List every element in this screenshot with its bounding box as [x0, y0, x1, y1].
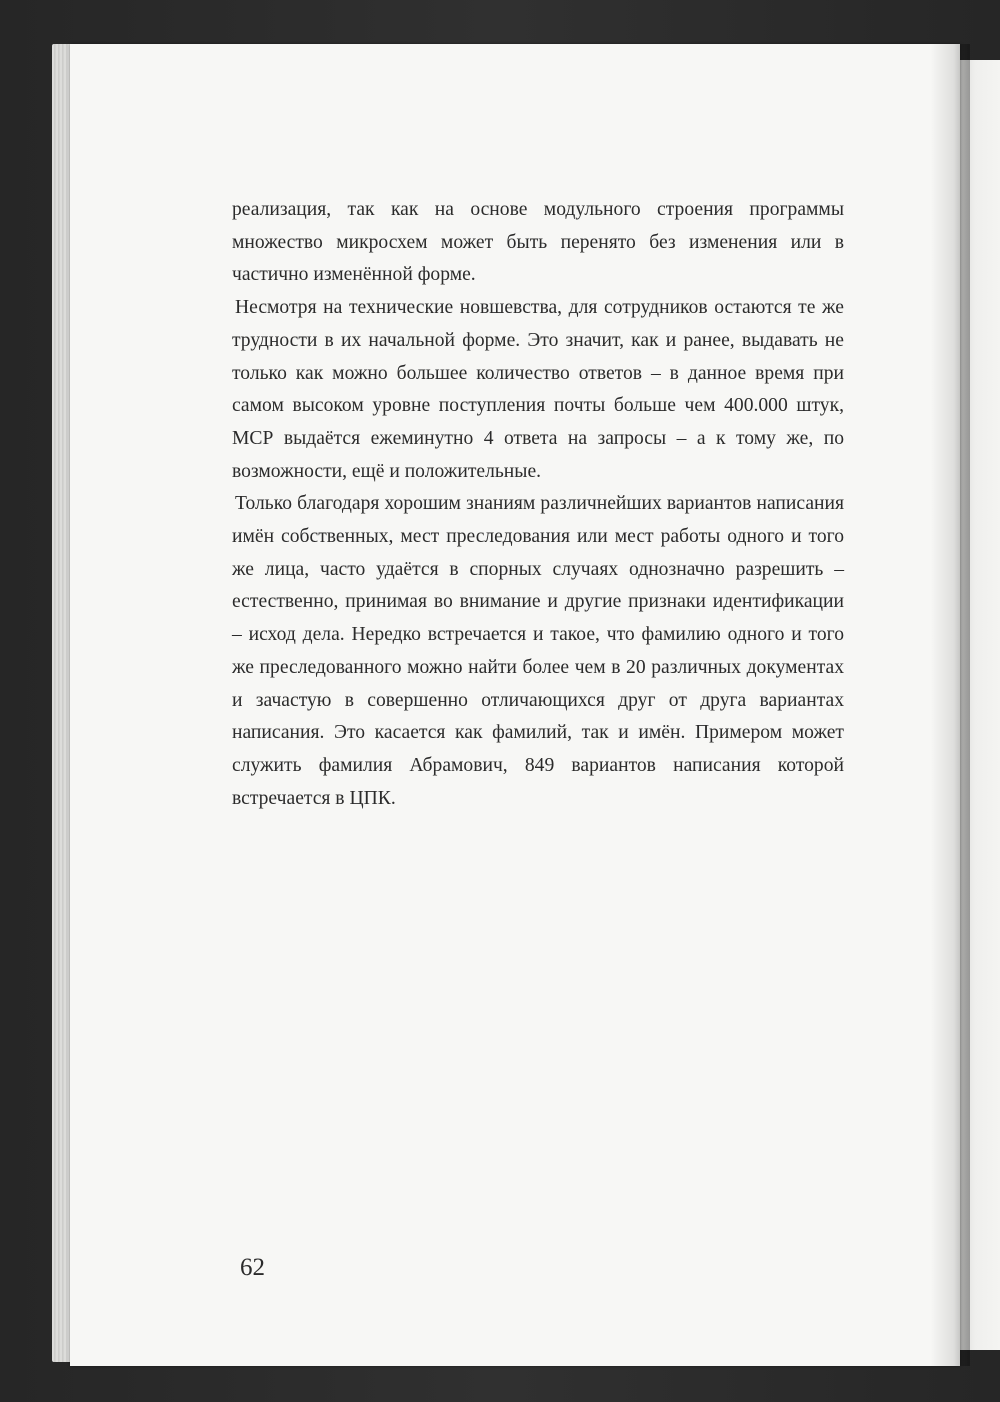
- paragraph-1: реализация, так как на основе модульного строения программы множество микросхем может быть перенято без изменения или в частично изменённой форме.: [232, 199, 844, 286]
- book-page: [70, 44, 960, 1366]
- gutter-shadow: [930, 44, 970, 1366]
- body-text: [232, 194, 844, 815]
- paragraph-2: Несмотря на технические новшевства, для сотрудников остаются те же трудности в их начальной форме. Это значит, как и ранее, выдавать не только как можно большее количество ответов – в данное время при самом высоком уровне поступления почты больше чем 400.000 штук, МСР выдаётся ежеминутно 4 ответа на запросы – а к тому же, по возможности, ещё и положительные.: [232, 297, 844, 482]
- page-number: 62: [240, 1254, 265, 1281]
- paragraph-3: Только благодаря хорошим знаниям различнейших вариантов написания имён собственных, мест преследования или мест работы одного и того же лица, часто удаётся в спорных случаях однозначно разрешить – естественно, принимая во внимание и другие признаки идентификации – исход дела. Нередко встречается и такое, что фамилию одного и того же преследованного можно найти более чем в 20 различных документах и зачастую в совершенно отличающихся друг от друга вариантах написания. Это касается как фамилий, так и имён. Примером может служить фамилия Абрамович, 849 вариантов написания которой встречается в ЦПК.: [232, 493, 844, 809]
